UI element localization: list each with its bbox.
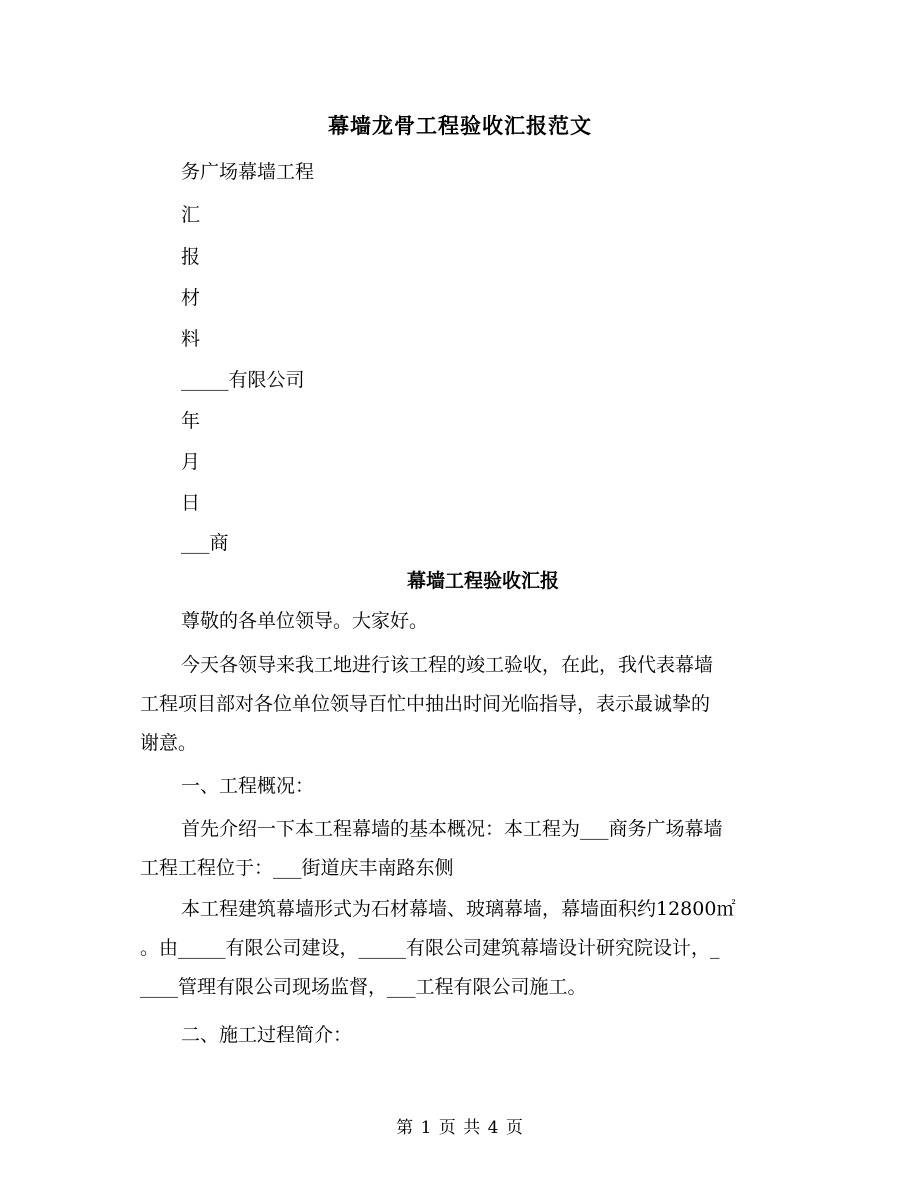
- greeting-paragraph: [140, 602, 780, 641]
- cover-line-company: _____有限公司: [181, 369, 305, 391]
- section1-paragraph-1: [140, 810, 780, 888]
- report-subtitle: 幕墙工程验收汇报: [406, 570, 559, 592]
- section1-p2-line-3: ____管理有限公司现场监督，___工程有限公司施工。: [140, 976, 587, 998]
- cover-line-hui: 汇: [181, 204, 201, 226]
- cover-line-liao: 料: [181, 328, 201, 350]
- section1-heading: 一、工程概况：: [181, 775, 315, 797]
- cover-line-day: 日: [181, 492, 201, 514]
- intro-paragraph: [140, 646, 780, 763]
- section1-p2-line-2: 。由_____有限公司建设，_____有限公司建筑幕墙设计研究院设计，_: [140, 937, 720, 959]
- cover-line-cai: 材: [181, 287, 201, 309]
- cover-line-bao: 报: [181, 246, 201, 268]
- section2-heading: 二、施工过程简介：: [181, 1024, 353, 1046]
- cover-line-shang: ___商: [181, 532, 229, 554]
- cover-line-project: 务广场幕墙工程: [181, 161, 315, 183]
- section1-heading-block: [140, 767, 780, 806]
- section1-paragraph-2: [140, 890, 780, 1007]
- intro-line-1: 今天各领导来我工地进行该工程的竣工验收，在此，我代表幕墙: [181, 654, 714, 676]
- intro-line-2: 工程项目部对各位单位领导百忙中抽出时间光临指导，表示最诚挚的: [140, 693, 711, 715]
- greeting-line: 尊敬的各单位领导。大家好。: [181, 610, 429, 632]
- section1-p2-line-1: 本工程建筑幕墙形式为石材幕墙、玻璃幕墙，幕墙面积约12800㎡: [181, 898, 736, 920]
- section2-heading-block: [140, 1016, 780, 1055]
- section1-p1-line-2: 工程工程位于：___街道庆丰南路东侧: [140, 857, 454, 879]
- cover-line-month: 月: [181, 451, 201, 473]
- cover-line-year: 年: [181, 410, 201, 432]
- section1-p1-line-1: 首先介绍一下本工程幕墙的基本概况：本工程为___商务广场幕墙: [181, 818, 723, 840]
- page-number-footer: 第 1 页 共 4 页: [396, 1118, 524, 1138]
- intro-line-3: 谢意。: [140, 732, 198, 754]
- document-title: 幕墙龙骨工程验收汇报范文: [328, 113, 592, 138]
